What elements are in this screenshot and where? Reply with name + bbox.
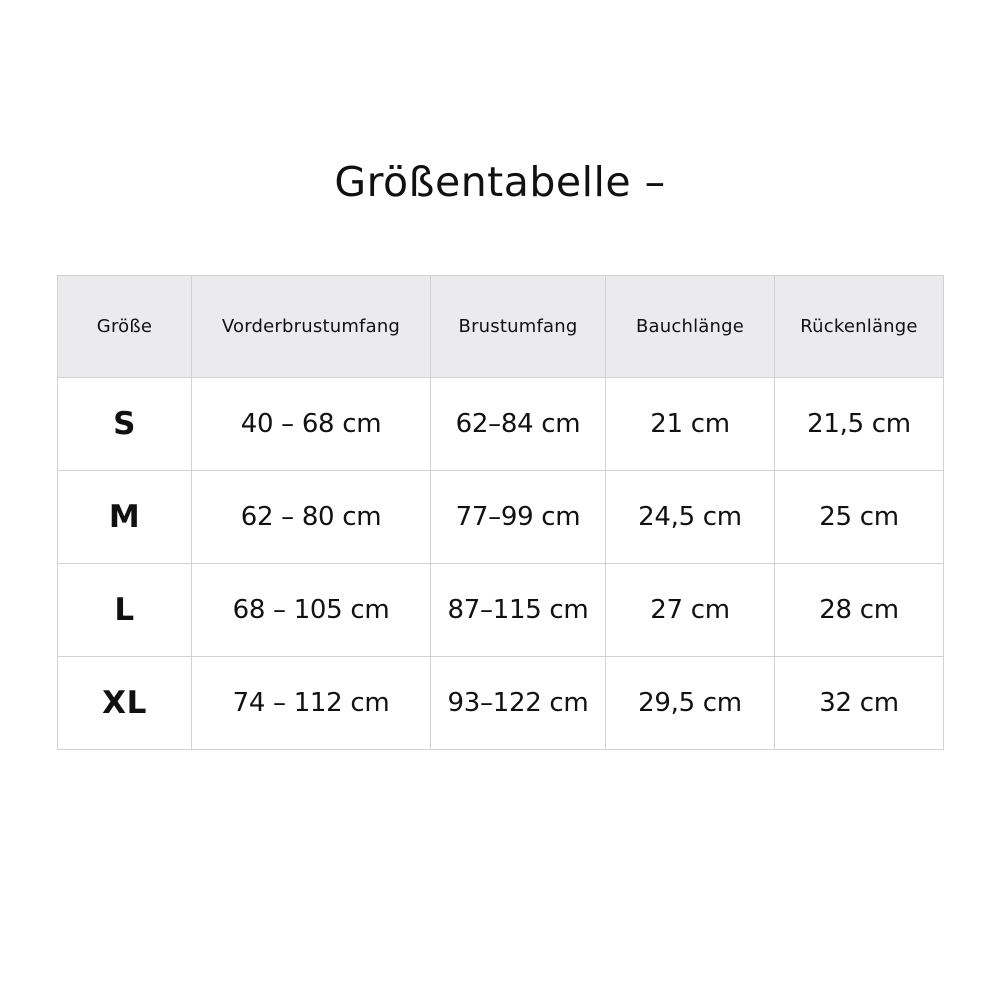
size-label-cell: L (58, 564, 192, 657)
belly-length-cell: 27 cm (606, 564, 775, 657)
back-length-cell: 21,5 cm (775, 378, 944, 471)
belly-length-cell: 21 cm (606, 378, 775, 471)
belly-length-cell: 29,5 cm (606, 657, 775, 750)
chest-cell: 93–122 cm (431, 657, 606, 750)
table-row (58, 471, 944, 564)
belly-length-cell: 24,5 cm (606, 471, 775, 564)
chest-cell: 87–115 cm (431, 564, 606, 657)
back-length-cell: 32 cm (775, 657, 944, 750)
front-chest-cell: 62 – 80 cm (192, 471, 431, 564)
front-chest-cell: 74 – 112 cm (192, 657, 431, 750)
front-chest-cell: 40 – 68 cm (192, 378, 431, 471)
column-header-size: Größe (58, 276, 192, 378)
front-chest-cell: 68 – 105 cm (192, 564, 431, 657)
table-row (58, 564, 944, 657)
chest-cell: 62–84 cm (431, 378, 606, 471)
column-header-belly-length: Bauchlänge (606, 276, 775, 378)
size-table (57, 275, 944, 750)
column-header-chest: Brustumfang (431, 276, 606, 378)
size-label-cell: XL (58, 657, 192, 750)
back-length-cell: 28 cm (775, 564, 944, 657)
column-header-front-chest: Vorderbrustumfang (192, 276, 431, 378)
page-title: Größentabelle – (334, 158, 666, 206)
table-row (58, 657, 944, 750)
table-header-row (58, 276, 944, 378)
back-length-cell: 25 cm (775, 471, 944, 564)
table-row (58, 378, 944, 471)
chest-cell: 77–99 cm (431, 471, 606, 564)
size-label-cell: M (58, 471, 192, 564)
column-header-back-length: Rückenlänge (775, 276, 944, 378)
size-label-cell: S (58, 378, 192, 471)
